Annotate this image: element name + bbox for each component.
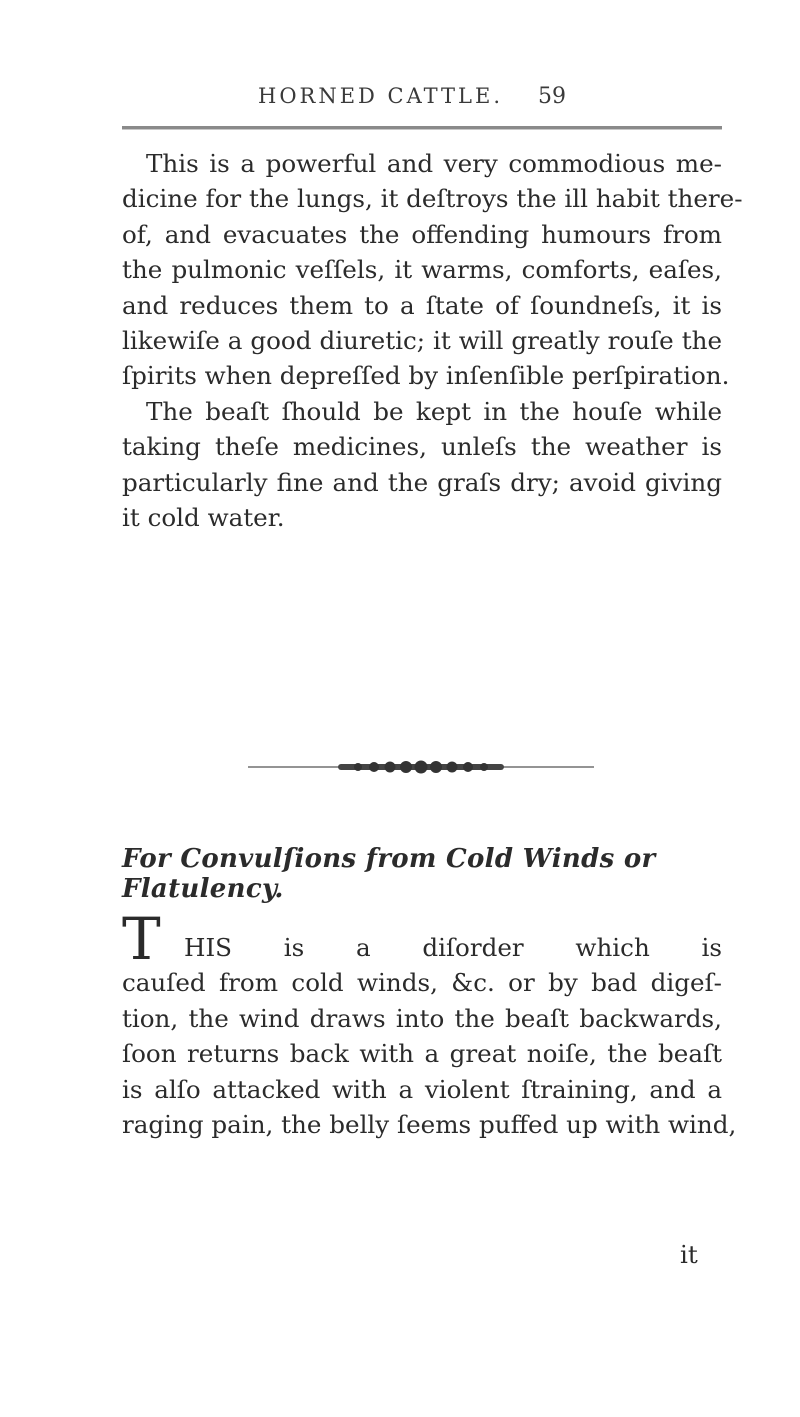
text-line: raging pain, the belly ſeems puffed up with wind,: [122, 1110, 737, 1140]
catchword: it: [680, 1240, 698, 1269]
first-line-text: HIS is a diſorder which is: [184, 933, 722, 962]
text-line: taking theſe medicines, unleſs the weather is: [122, 432, 722, 462]
paragraph-care-instructions: [122, 394, 722, 536]
page-header: [120, 84, 720, 114]
page-number: 59: [538, 84, 566, 109]
text-line: it cold water.: [122, 503, 285, 533]
drop-cap: T: [122, 905, 161, 973]
text-line: This is a powerful and very commodious me-: [146, 149, 722, 178]
running-title: HORNED CATTLE.: [258, 84, 503, 108]
text-line: The beaſt ſhould be kept in the houſe while: [146, 397, 722, 426]
paragraph-medicine-description: [122, 146, 743, 394]
text-line: ſpirits when depreſſed by inſenſible perſpiration.: [122, 361, 730, 391]
text-line: ſoon returns back with a great noiſe, the beaſt: [122, 1039, 722, 1069]
text-line: of, and evacuates the offending humours from: [122, 219, 722, 249]
text-line: cauſed from cold winds, &c. or by bad digeſ-: [122, 968, 722, 998]
text-line: dicine for the lungs, it deſtroys the ill habit there-: [122, 184, 743, 214]
section-heading: For Convulſions from Cold Winds or Flatulency.: [122, 844, 656, 904]
text-line: likewiſe a good diuretic; it will greatly rouſe the: [122, 326, 722, 356]
text-line: tion, the wind draws into the beaſt backwards,: [122, 1003, 722, 1033]
ornament-divider: [248, 760, 594, 774]
text-line: particularly fine and the graſs dry; avoid giving: [122, 467, 722, 497]
text-line: and reduces them to a ſtate of ſoundneſs, it is: [122, 290, 722, 320]
text-line: the pulmonic veſſels, it warms, comforts, eaſes,: [122, 255, 722, 285]
paragraph-disorder-description: [122, 905, 737, 1142]
header-rule: [122, 126, 722, 130]
text-line-dropcap: [122, 905, 722, 973]
text-line: is alſo attacked with a violent ſtraining, and a: [122, 1074, 722, 1104]
